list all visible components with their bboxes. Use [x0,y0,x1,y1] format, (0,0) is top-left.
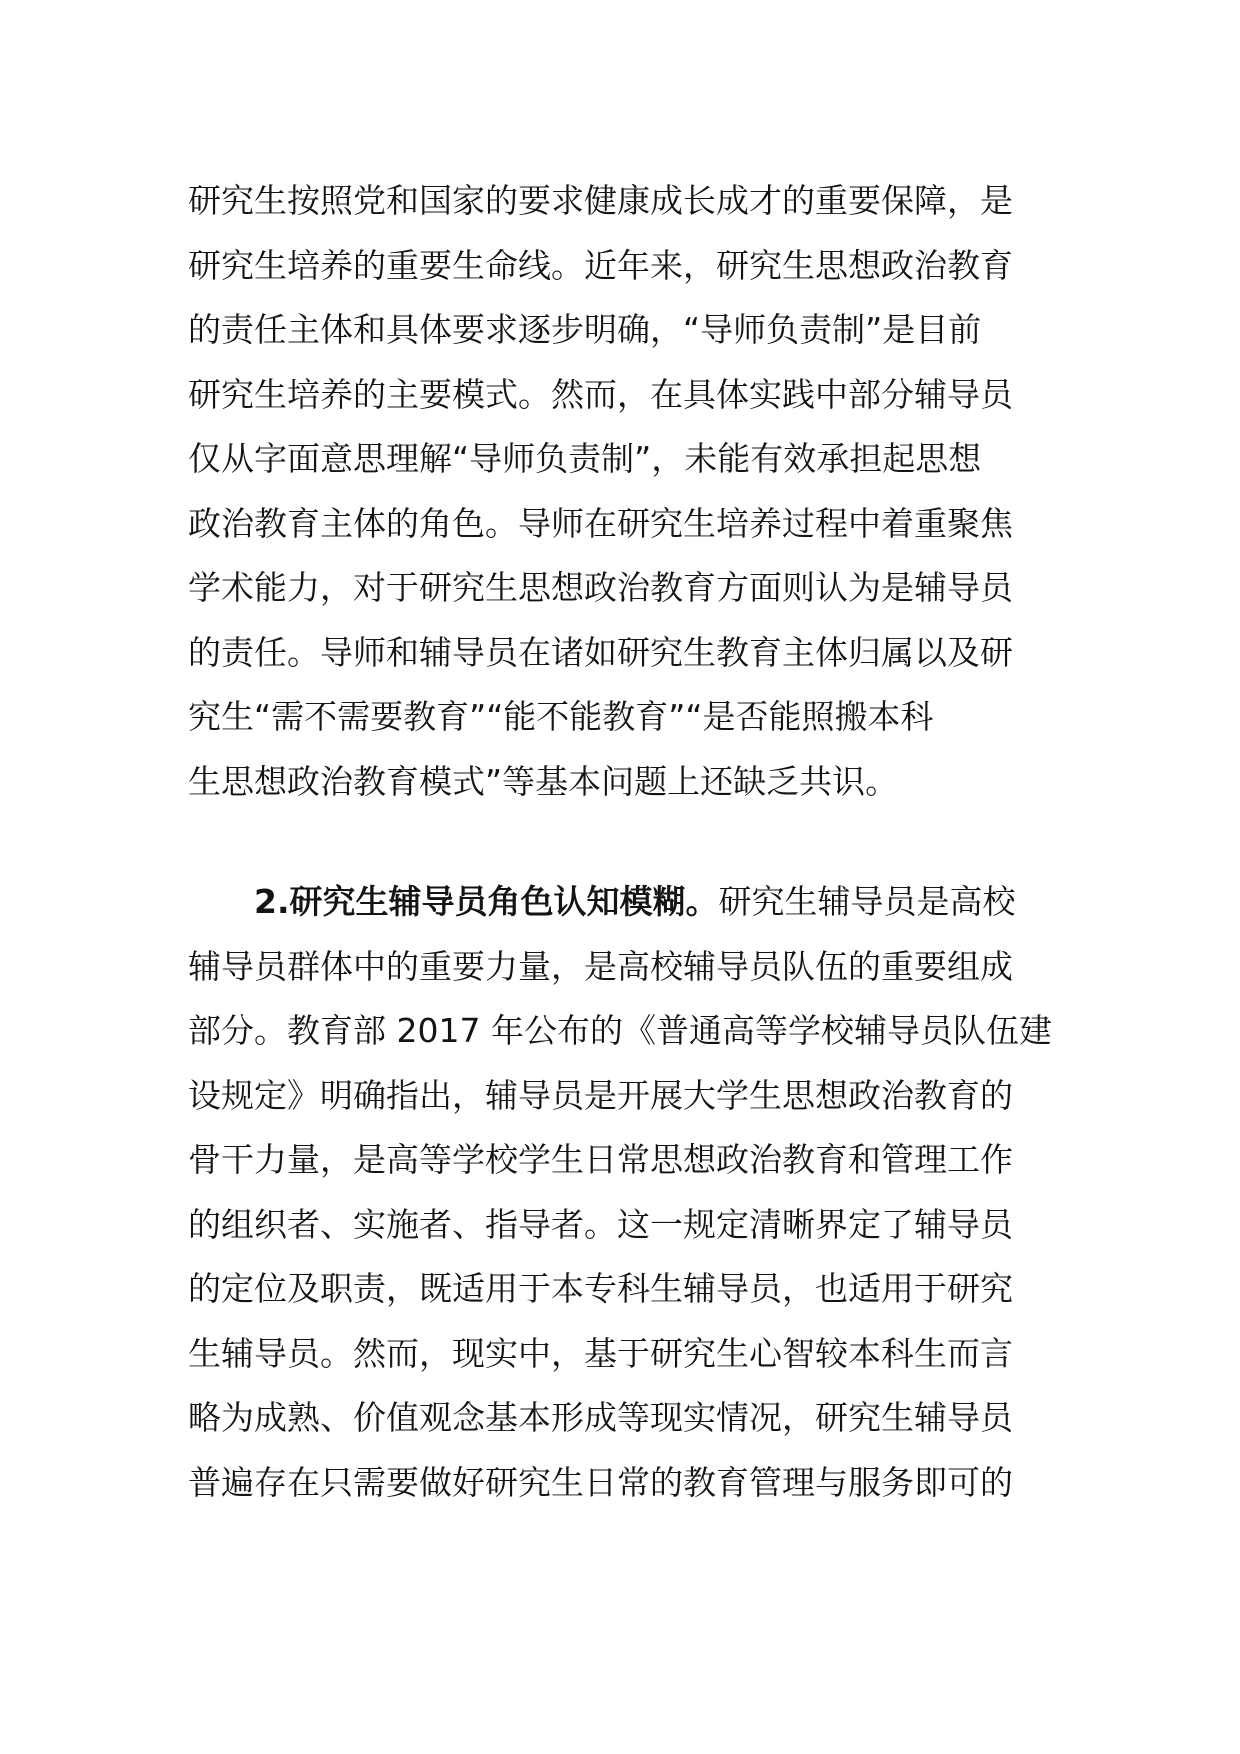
paragraph-line: 部分。教育部 2017 年公布的《普通高等学校辅导员队伍建 [188,1011,1052,1050]
paragraph-line: 研究生培养的主要模式。然而，在具体实践中部分辅导员 [188,374,1013,414]
paragraph-line: 生辅导员。然而，现实中，基于研究生心智较本科生而言 [188,1333,1013,1373]
section-heading: 2.研究生辅导员角色认知模糊。 [254,882,719,921]
paragraph-line: 的定位及职责，既适用于本专科生辅导员，也适用于研究 [188,1269,1013,1308]
paragraph-line: 设规定》明确指出，辅导员是开展大学生思想政治教育的 [188,1075,1013,1115]
paragraph-line: 略为成熟、价值观念基本形成等现实情况，研究生辅导员 [188,1398,1013,1437]
paragraph-line: 辅导员群体中的重要力量，是高校辅导员队伍的重要组成 [188,946,1013,986]
paragraph-1 [188,169,1088,814]
paragraph-line: 政治教育主体的角色。导师在研究生培养过程中着重聚焦 [188,503,1013,543]
paragraph-line: 学术能力，对于研究生思想政治教育方面则认为是辅导员 [188,568,1013,607]
paragraph-line: 生思想政治教育模式”等基本问题上还缺乏共识。 [188,761,899,801]
paragraph-line: 的责任主体和具体要求逐步明确，“导师负责制”是目前 [188,310,982,349]
paragraph-line: 的责任。导师和辅导员在诸如研究生教育主体归属以及研 [188,632,1013,672]
paragraph-line: 仅从字面意思理解“导师负责制”，未能有效承担起思想 [188,439,982,478]
paragraph-first-line-text: 研究生辅导员是高校 [718,882,1016,921]
paragraph-line: 研究生按照党和国家的要求健康成长成才的重要保障，是 [188,181,1013,220]
paragraph-line: 骨干力量，是高等学校学生日常思想政治教育和管理工作 [188,1140,1013,1179]
paragraph-first-line [188,870,1088,935]
paragraph-line: 究生“需不需要教育”“能不能教育”“是否能照搬本科 [188,697,934,736]
paragraph-2 [188,870,1088,1515]
paragraph-line: 研究生培养的重要生命线。近年来，研究生思想政治教育 [188,245,1013,285]
paragraph-line: 普遍存在只需要做好研究生日常的教育管理与服务即可的 [188,1462,1013,1502]
paragraph-line: 的组织者、实施者、指导者。这一规定清晰界定了辅导员 [188,1204,1013,1244]
